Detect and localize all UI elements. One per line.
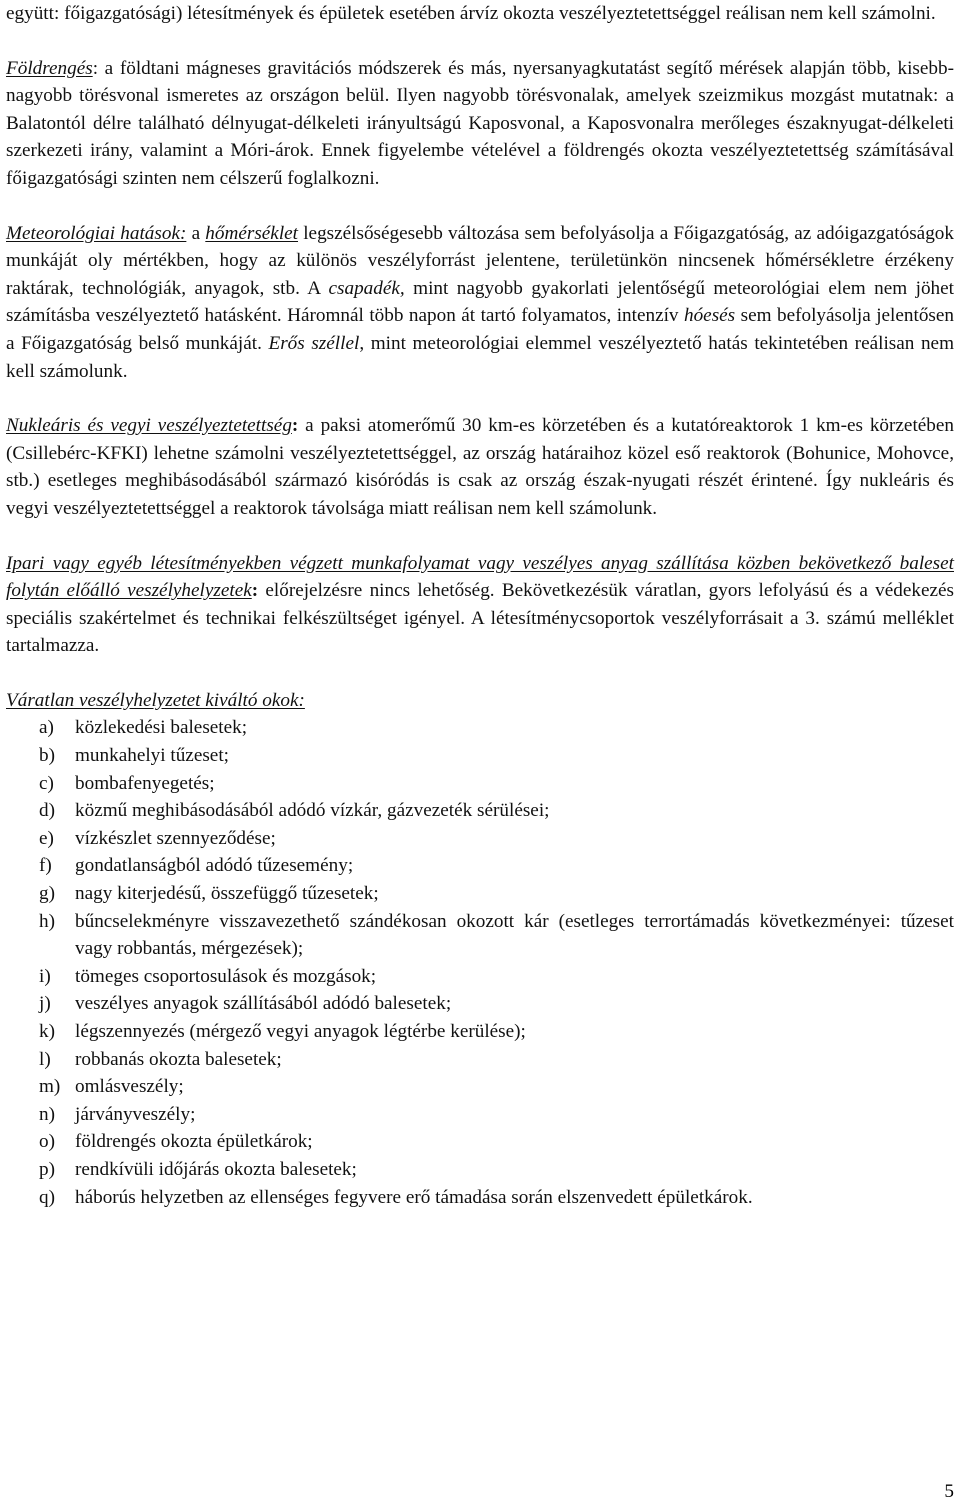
- meteorology-text-2: legszélsőségesebb változása sem befolyásolja a Főigazgatóság, az adóigazgatóságok munkáját oly mértékben, hogy az különös veszélyforrást jelentene, területünkön nincsenek hőmérsékletre érzékeny raktárak, technológiák, anyagok, stb. A: [6, 222, 954, 299]
- list-item-text: közmű meghibásodásából adódó vízkár, gázvezeték sérülései;: [75, 800, 550, 822]
- list-item: [6, 852, 954, 880]
- list-item: [6, 880, 954, 908]
- earthquake-text: : a földtani mágneses gravitációs módszerek és más, nyersanyagkutatást segítő mérések alapján több, kisebb-nagyobb törésvonal ismeretes az országon belül. Ilyen nagyobb törésvonalak, amelyek szeizmikus mozgást mutatnak: a Balatontól délre található délnyugat-délkeleti irányultságú Kaposvonal, a Kaposvonalra merőleges északnyugat-délkeleti szerkezeti irány, valamint a Móri-árok. Ennek figyelembe vételével a földrengés okozta veszélyeztetettség számításával főigazgatósági szinten nem célszerű foglalkozni.: [6, 57, 954, 189]
- list-item-marker: h): [39, 910, 55, 932]
- keyword-precipitation: csapadék,: [328, 277, 405, 299]
- list-item: [6, 1046, 954, 1074]
- list-item-marker: d): [39, 800, 55, 822]
- earthquake-label: Földrengés: [6, 57, 93, 79]
- list-item: [6, 1156, 954, 1184]
- list-item-marker: a): [39, 717, 54, 739]
- list-item: [6, 797, 954, 825]
- list-item: [6, 714, 954, 742]
- list-item: [6, 1101, 954, 1129]
- list-item-text: nagy kiterjedésű, összefüggő tűzesetek;: [75, 883, 379, 905]
- list-item-text: gondatlanságból adódó tűzesemény;: [75, 855, 354, 877]
- nuclear-text: a paksi atomerőmű 30 km-es körzetében és a kutatóreaktorok 1 km-es körzetében (Csillebérc-KFKI) lehetne számolni veszélyeztetettséggel, az ország határaihoz közel eső reaktorok (Bohunice, Mohovce, stb.) esetleges meghibásodásából származó kisóródás is csak az ország észak-nyugati részét érintené. Így nukleáris és vegyi veszélyeztetettséggel a reaktorok távolsága miatt reálisan nem kell számolunk.: [6, 415, 954, 519]
- paragraph-flood-end: együtt: főigazgatósági) létesítmények és épületek esetében árvíz okozta veszélyeztetettséggel reálisan nem kell számolni.: [6, 3, 936, 24]
- industrial-label: Ipari vagy egyéb létesítményekben végzett munkafolyamat vagy veszélyes anyag szállítása közben bekövetkező baleset folytán előálló veszélyhelyzetek: [6, 552, 954, 602]
- list-item-text: tömeges csoportosulások és mozgások;: [75, 965, 377, 987]
- list-item-text: omlásveszély;: [75, 1076, 184, 1098]
- list-item: [6, 963, 954, 991]
- list-item-text: légszennyezés (mérgező vegyi anyagok légtérbe kerülése);: [75, 1021, 526, 1042]
- list-item-text: bombafenyegetés;: [75, 772, 215, 794]
- list-item: [6, 1128, 954, 1156]
- list-item-text: közlekedési balesetek;: [75, 717, 248, 739]
- list-item-marker: o): [39, 1131, 55, 1153]
- list-item: [6, 1073, 954, 1101]
- list-item-text: munkahelyi tűzeset;: [75, 745, 229, 767]
- keyword-snowfall: hóesés: [683, 305, 736, 327]
- list-item-marker: i): [39, 965, 51, 987]
- list-item-text: vízkészlet szennyeződése;: [75, 827, 276, 849]
- paragraph-industrial: [6, 550, 954, 660]
- list-item: [6, 825, 954, 853]
- list-item-text: bűncselekményre visszavezethető szándékosan okozott kár (esetleges terrortámadás következményei: tűzeset vagy robbantás, mérgezések);: [75, 910, 954, 960]
- keyword-temperature: hőmérséklet: [205, 222, 299, 244]
- meteorology-text-3: mint nagyobb gyakorlati jelentőségű meteorológiai elem nem jöhet számításba veszélyeztető hatásként. Háromnál több napon át tartó folyamatos, intenzív: [6, 277, 954, 327]
- list-item-marker: e): [39, 827, 54, 849]
- list-item-text: veszélyes anyagok szállításából adódó balesetek;: [75, 993, 452, 1015]
- list-item: [6, 1018, 954, 1046]
- list-item: [6, 908, 954, 963]
- cause-list: [6, 714, 954, 1211]
- list-item-marker: q): [39, 1186, 55, 1208]
- list-item-marker: j): [39, 993, 51, 1015]
- list-item-marker: k): [39, 1021, 55, 1042]
- list-item-marker: b): [39, 745, 55, 767]
- meteorology-label: Meteorológiai hatások:: [6, 222, 187, 244]
- list-item-marker: l): [39, 1048, 51, 1070]
- industrial-colon: :: [251, 580, 259, 602]
- list-item: [6, 770, 954, 798]
- list-item-text: járványveszély;: [75, 1103, 196, 1125]
- list-item-marker: n): [39, 1103, 55, 1125]
- meteorology-text-5: , mint meteorológiai elemmel veszélyeztető hatás tekintetében reálisan nem kell számolunk.: [6, 332, 954, 382]
- meteorology-text-1: a: [186, 222, 206, 244]
- meteorology-text-4: sem befolyásolja jelentősen a Főigazgatóság belső munkáját.: [6, 305, 954, 354]
- list-item-text: háborús helyzetben az ellenséges fegyvere erő támadása során elszenvedett épületkárok.: [75, 1186, 753, 1208]
- page-number: 5: [944, 1481, 954, 1502]
- list-item: [6, 1184, 954, 1212]
- paragraph-earthquake: [6, 55, 954, 193]
- list-item-marker: g): [39, 883, 55, 905]
- list-item-marker: m): [39, 1076, 61, 1098]
- list-item: [6, 742, 954, 770]
- industrial-text: előrejelzésre nincs lehetőség. Bekövetkezésük váratlan, gyors lefolyású és a védekezés speciális szakértelmet és technikai felkészültséget igényel. A létesítménycsoportok veszélyforrásait a 3. számú melléklet tartalmazza.: [6, 580, 954, 657]
- list-item-marker: p): [39, 1158, 55, 1180]
- list-item: [6, 990, 954, 1018]
- paragraph-nuclear: [6, 412, 954, 522]
- nuclear-colon: :: [291, 415, 299, 437]
- list-item-text: földrengés okozta épületkárok;: [75, 1131, 313, 1153]
- nuclear-label: Nukleáris és vegyi veszélyeztetettség: [6, 415, 292, 437]
- list-item-text: rendkívüli időjárás okozta balesetek;: [75, 1158, 357, 1180]
- paragraph-meteorology: [6, 220, 954, 386]
- list-item-marker: c): [39, 772, 54, 794]
- keyword-strong-wind: Erős széllel: [268, 332, 360, 354]
- list-item-text: robbanás okozta balesetek;: [75, 1048, 282, 1070]
- list-item-marker: f): [39, 855, 52, 877]
- list-title-text: Váratlan veszélyhelyzetet kiváltó okok:: [6, 689, 305, 711]
- list-title: [6, 687, 954, 715]
